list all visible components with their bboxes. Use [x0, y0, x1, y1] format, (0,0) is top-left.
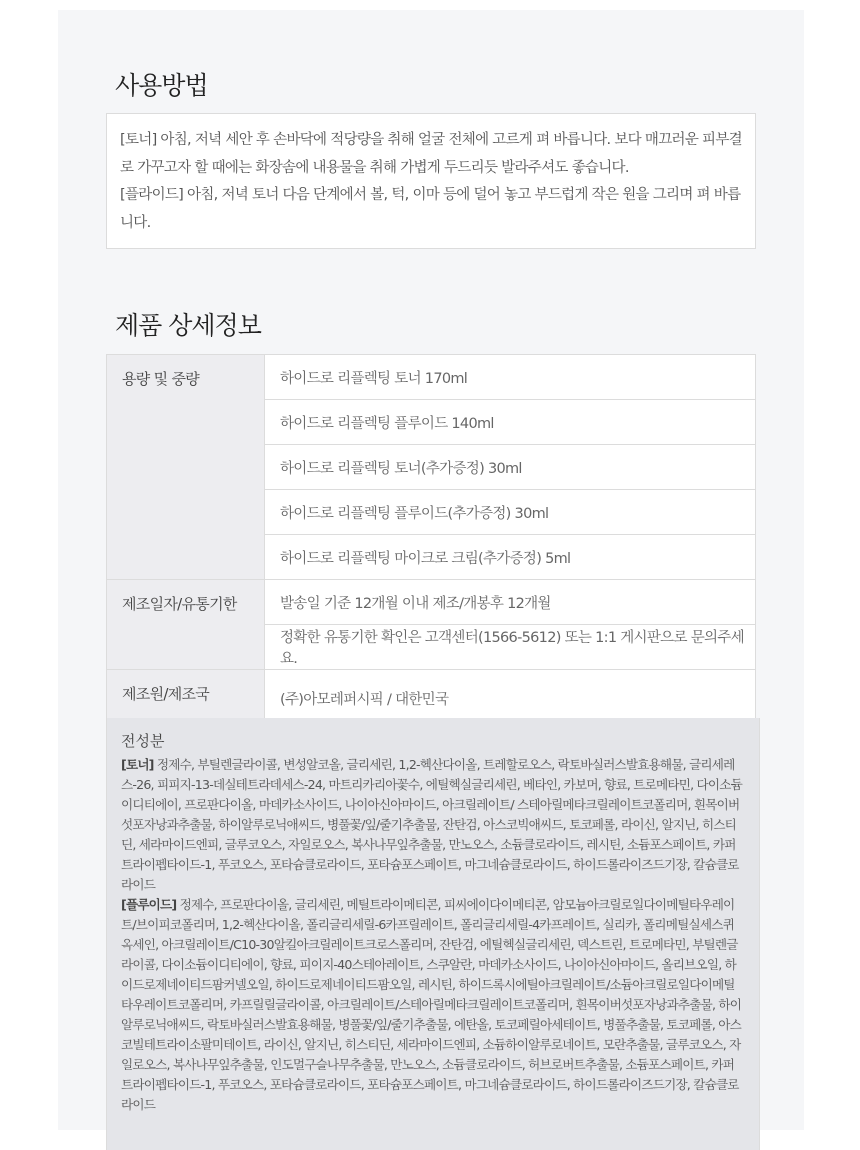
product-details-table: [106, 354, 756, 728]
row-label-capacity: 용량 및 중량: [107, 355, 265, 580]
table-row: [107, 355, 756, 400]
toner-ingredients: [121, 755, 745, 895]
row-label-manufacturer: 제조원/제조국: [107, 670, 265, 728]
usage-toner-text: [토너] 아침, 저녁 세안 후 손바닥에 적당량을 취해 얼굴 전체에 고르게 펴 바릅니다. 보다 매끄러운 피부결로 가꾸고자 할 때에는 화장솜에 내용물을 취해 가볍게 두드리듯 발라주셔도 좋습니다.: [120, 132, 742, 176]
expiry-note: 정확한 유통기한 확인은 고객센터(1566-5612) 또는 1:1 게시판으로 문의주세요.: [265, 625, 756, 670]
usage-fluid-text: [플라이드] 아침, 저녁 토너 다음 단계에서 볼, 턱, 이마 등에 덜어 놓고 부드럽게 작은 원을 그리며 펴 바릅니다.: [120, 187, 741, 231]
fluid-ingredients: [121, 895, 745, 1115]
details-section-title: 제품 상세정보: [115, 311, 261, 340]
expiry-value: 발송일 기준 12개월 이내 제조/개봉후 12개월: [265, 580, 756, 625]
ingredients-section: [106, 718, 760, 1150]
capacity-value: 하이드로 리플렉팅 마이크로 크림(추가증정) 5ml: [265, 535, 756, 580]
fluid-tag: [플루이드]: [121, 897, 177, 912]
toner-tag: [토너]: [121, 757, 154, 772]
capacity-value: 하이드로 리플렉팅 플루이드(추가증정) 30ml: [265, 490, 756, 535]
manufacturer-value: (주)아모레퍼시픽 / 대한민국: [265, 670, 756, 728]
capacity-value: 하이드로 리플렉팅 토너(추가증정) 30ml: [265, 445, 756, 490]
capacity-value: 하이드로 리플렉팅 토너 170ml: [265, 355, 756, 400]
usage-description-box: [106, 113, 756, 249]
table-row: [107, 580, 756, 625]
ingredients-title: 전성분: [121, 732, 165, 750]
toner-ingredient-list: 정제수, 부틸렌글라이콜, 변성알코올, 글리세린, 1,2-헥산다이올, 트레할로오스, 락토바실러스발효용해물, 글리세레스-26, 피피지-13-데실테트라데세스-24, 마트리카리아꽃수, 에틸헥실글리세린, 베타인, 카보머, 향료, 트로메타민, 다이소듐이디티에이, 프로판다이올, 마데카소사이드, 나이아신아마이드, 아크릴레이트/ 스테아릴메타크릴레이트코폴리머, 흰목이버섯포자낭과추출물, 하이알루로닉애씨드, 병풀꽃/잎/줄기추출물, 잔탄검, 아스코빅애씨드, 토코페롤, 라이신, 알지닌, 히스티딘, 세라마이드엔피, 글루코오스, 자일로오스, 복사나무잎추출물, 만노오스, 소듐클로라이드, 레시틴, 소듐포스페이트, 카퍼트라이펩타이드-1, 푸코오스, 포타슘클로라이드, 포타슘포스페이트, 마그네슘클로라이드, 하이드롤라이즈드기장, 칼슘클로라이드: [121, 757, 742, 892]
usage-section-title: 사용방법: [115, 71, 208, 100]
capacity-value: 하이드로 리플렉팅 플루이드 140ml: [265, 400, 756, 445]
fluid-ingredient-list: 정제수, 프로판다이올, 글리세린, 메틸트라이메티콘, 피씨에이다이메티콘, 암모늄아크릴로일다이메틸타우레이트/브이피코폴리머, 1,2-헥산다이올, 폴리글리세릴-6카프릴레이트, 폴리글리세릴-4카프레이트, 실리카, 폴리메틸실세스퀴옥세인, 아크릴레이트/C10-30알킬아크릴레이트크로스폴리머, 잔탄검, 에틸헥실글리세린, 덱스트린, 트로메타민, 부틸렌글라이콜, 다이소듐이디티에이, 향료, 피이지-40스테아레이트, 스쿠알란, 마데카소사이드, 나이아신아마이드, 올리브오일, 하이드로제네이티드팜커넬오일, 하이드로제네이티드팜오일, 레시틴, 하이드록시에틸아크릴레이트/소듐아크릴로일다이메틸타우레이트코폴리머, 카프릴릴글라이콜, 아크릴레이트/스테아릴메타크릴레이트코폴리머, 흰목이버섯포자낭과추출물, 하이알루로닉애씨드, 락토바실러스발효용해물, 병풀꽃/잎/줄기추출물, 에탄올, 토코페릴아세테이트, 병풀추출물, 토코페롤, 아스코빌테트라이소팔미테이트, 라이신, 알지닌, 히스티딘, 세라마이드엔피, 소듐하이알루로네이트, 모란추출물, 글루코오스, 자일로오스, 복사나무잎추출물, 인도멀구슬나무추출물, 만노오스, 소듐클로라이드, 허브로버트추출물, 소듐포스페이트, 카퍼트라이펩타이드-1, 푸코오스, 포타슘클로라이드, 포타슘포스페이트, 마그네슘클로라이드, 하이드롤라이즈드기장, 칼슘클로라이드: [121, 897, 742, 1112]
row-label-expiry: 제조일자/유통기한: [107, 580, 265, 670]
